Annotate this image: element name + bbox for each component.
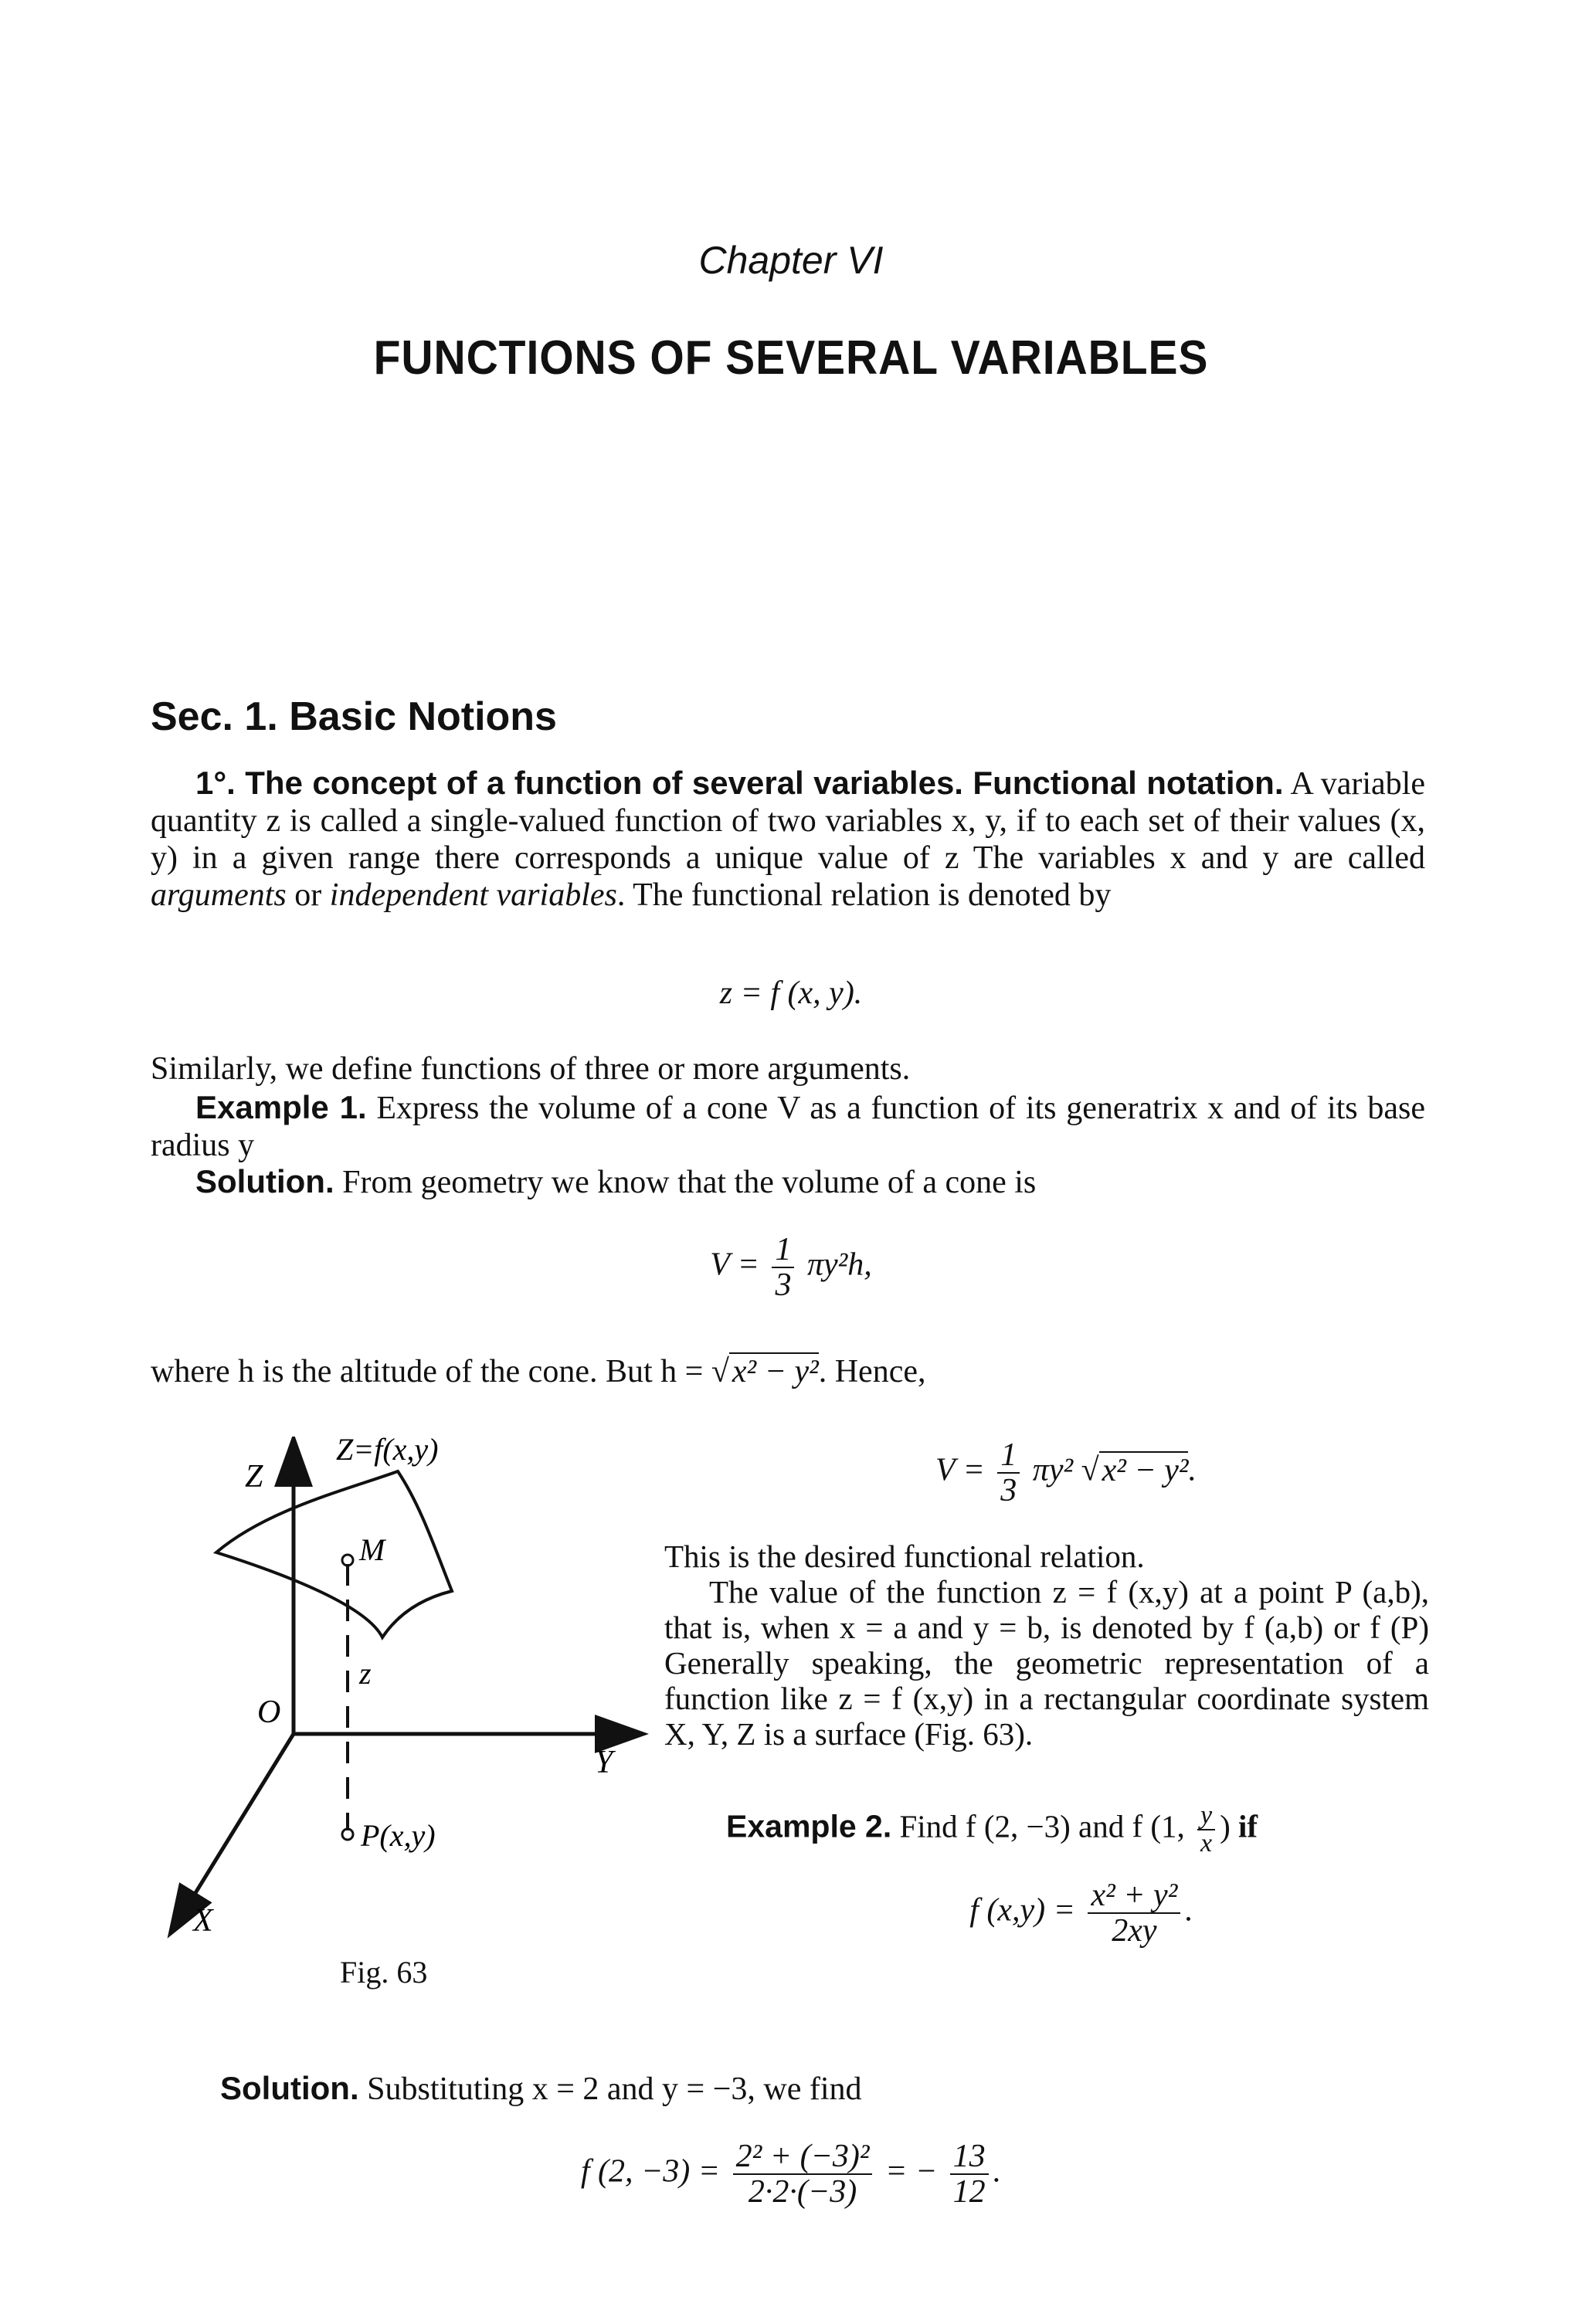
- hence-text: . Hence,: [818, 1354, 926, 1389]
- point-m-label: M: [359, 1532, 385, 1567]
- definition-text-2: . The functional relation is denoted by: [616, 877, 1112, 913]
- example2-text: Find f (2, −3) and f: [899, 1808, 1143, 1844]
- example2-arg-den: x: [1200, 1829, 1213, 1858]
- formula3-fraction: [997, 1438, 1020, 1508]
- example1-paragraph: [151, 1089, 1425, 1164]
- formula-example2: [865, 1878, 1298, 1948]
- term-arguments: arguments: [151, 877, 287, 913]
- x-axis-label: X: [193, 1903, 213, 1939]
- origin-label: O: [257, 1695, 281, 1730]
- formula3-radicand: x² − y²: [1099, 1451, 1189, 1488]
- similarly-text: Similarly, we define functions of three or more arguments.: [151, 1051, 911, 1087]
- point-p-dot: [342, 1829, 353, 1840]
- formula4-den: 2·2·(−3): [748, 2174, 857, 2210]
- formula3-num: 1: [997, 1438, 1020, 1474]
- value-paragraph: The value of the function z = f (x,y) at a point P (a,b), that is, when x = a and y = b, is denoted by f (a,b) or f (P) Generally speaking, the geometric representation of a function like z = f (x,y) in a rectangular coordinate system X, Y, Z is a surface (Fig. 63).: [664, 1574, 1429, 1752]
- formula-example2-result: [0, 2139, 1582, 2209]
- definition-paragraph: [151, 765, 1425, 914]
- section-heading: Sec. 1. Basic Notions: [151, 694, 557, 739]
- y-axis-label: Y: [595, 1745, 613, 1780]
- chapter-title: FUNCTIONS OF SEVERAL VARIABLES: [373, 331, 1209, 385]
- example1-label: Example 1.: [195, 1089, 367, 1125]
- formula2-lhs: V =: [710, 1247, 759, 1283]
- example2-arg-num: y: [1197, 1803, 1215, 1830]
- formula4-result-fraction: [950, 2139, 989, 2209]
- surface-patch: [216, 1471, 452, 1637]
- z-axis-label: Z: [245, 1459, 263, 1494]
- altitude-sqrt: √x² − y²: [711, 1354, 819, 1389]
- surface-label: Z=f(x,y): [336, 1437, 439, 1467]
- formula-cone-volume-final: V = $\frac{1}{3}$ πy² √x² − y².: [935, 1437, 1197, 1508]
- example2-line: [726, 1803, 1421, 1857]
- example2-label: Example 2.: [726, 1808, 892, 1844]
- definition-text-1: A variable quantity z is called a single-valued function of two variables x, y, if to each set of their values (x, y) in a given range there corresponds a unique value of z The variables x and y are called: [151, 766, 1425, 876]
- formula4-eq: = −: [884, 2153, 938, 2190]
- altitude-line: [151, 1353, 1425, 1390]
- example2-formula-end: .: [1185, 1892, 1193, 1929]
- example1-text: Express the volume of a cone V as a function of its generatrix x and of its base radius y: [151, 1091, 1425, 1163]
- or-text: or: [286, 877, 330, 913]
- formula3-den: 3: [1000, 1473, 1017, 1508]
- example2-formula-num: x² + y²: [1088, 1878, 1180, 1914]
- altitude-radicand: x² − y²: [729, 1352, 819, 1389]
- example2-arg-open: (1,: [1150, 1808, 1185, 1844]
- example2-formula-lhs: f (x,y) =: [969, 1892, 1075, 1929]
- formula4-num: 2² + (−3)²: [733, 2139, 873, 2175]
- formula4-lhs: f (2, −3) =: [580, 2153, 721, 2190]
- altitude-text: where h is the altitude of the cone. But h =: [151, 1354, 704, 1389]
- term-independent-variables: independent variables: [329, 877, 617, 913]
- formula2-rhs: πy²h,: [806, 1247, 872, 1283]
- formula-z-equals-f: z = f (x, y).: [719, 975, 863, 1011]
- solution2-text: Substituting x = 2 and y = −3, we find: [367, 2071, 862, 2107]
- formula4-end: .: [993, 2153, 1002, 2190]
- formula4-res-num: 13: [950, 2139, 989, 2175]
- example2-formula-den: 2xy: [1112, 1913, 1157, 1949]
- point-m-dot: [342, 1555, 353, 1566]
- figure-63: [151, 1437, 653, 2000]
- z-mark-label: z: [359, 1656, 372, 1691]
- example1-solution: [151, 1163, 1425, 1201]
- example2-arg-close: ): [1220, 1808, 1231, 1844]
- formula2-num: 1: [772, 1233, 794, 1268]
- formula2-den: 3: [775, 1267, 792, 1303]
- subsection-title: 1°. The concept of a function of several variables. Functional notation.: [195, 765, 1284, 801]
- x-axis-line: [182, 1734, 294, 1915]
- formula3-lhs: V =: [935, 1452, 985, 1488]
- formula4-res-den: 12: [952, 2174, 986, 2210]
- formula3-end: .: [1188, 1452, 1197, 1488]
- point-p-label: P(x,y): [361, 1818, 436, 1853]
- solution2-label: Solution.: [220, 2070, 359, 2106]
- example2-if: if: [1238, 1808, 1258, 1844]
- figure-caption: Fig. 63: [340, 1955, 428, 1990]
- formula2-fraction: [772, 1233, 794, 1302]
- solution1-text: From geometry we know that the volume of a cone is: [342, 1165, 1037, 1200]
- example2-formula-fraction: [1088, 1878, 1180, 1948]
- formula-cone-volume: [0, 1233, 1582, 1302]
- formula4-fraction: [733, 2139, 873, 2209]
- formula3-mid: πy²: [1032, 1452, 1074, 1488]
- desired-relation-text: This is the desired functional relation.: [664, 1539, 1145, 1574]
- example2-arg-fraction: [1197, 1803, 1215, 1857]
- solution2-line: [220, 2070, 1379, 2108]
- chapter-label: Chapter VI: [698, 239, 884, 282]
- solution1-label: Solution.: [195, 1163, 334, 1199]
